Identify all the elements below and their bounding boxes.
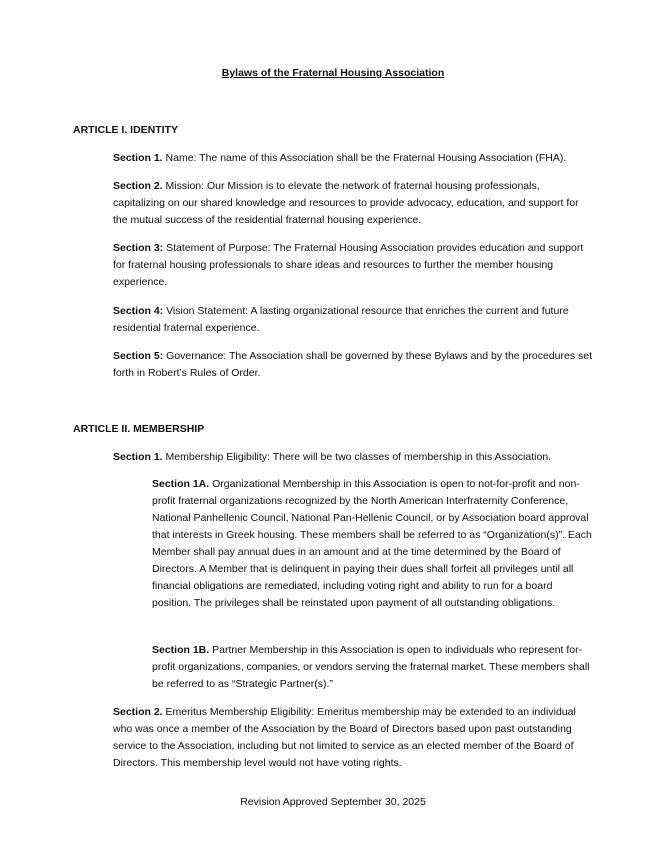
section-text: Name: The name of this Association shall be the Fraternal Housing Association (FHA). (162, 152, 567, 164)
article-2-section-1a (152, 476, 592, 612)
article-1-section-1 (113, 150, 593, 167)
section-text: Governance: The Association shall be governed by these Bylaws and by the procedures set forth in Robert’s Rules of Order. (113, 350, 593, 379)
revision-footer: Revision Approved September 30, 2025 (240, 796, 426, 808)
article-2-section-2 (113, 704, 593, 772)
article-2-section-1 (113, 449, 593, 466)
article-1-heading: ARTICLE I. IDENTITY (73, 124, 178, 136)
section-label: Section 1. (113, 152, 163, 164)
section-label: Section 2. (113, 180, 163, 192)
section-label: Section 1B. (152, 644, 210, 656)
section-text: Organizational Membership in this Association is open to not-for-profit and non-profit fraternal organizations recognized by the North American Interfraternity Conference, National Panhellenic Council, National Pan-Hellenic Council, or by Association board approval that interests in Greek housing. These members shall be referred to as “Organization(s)”. Each Member shall pay annual dues in an amount and at the time determined by the Board of Directors. A Member that is delinquent in paying their dues shall forfeit all privileges until all financial obligations are remediated, including voting right and ability to run for a board position. The privileges shall be reinstated upon payment of all outstanding obligations. (152, 478, 592, 609)
section-label: Section 3: (113, 242, 164, 254)
article-1-section-4 (113, 303, 593, 337)
article-2-heading: ARTICLE II. MEMBERSHIP (73, 423, 205, 435)
section-text: Partner Membership in this Association is open to individuals who represent for-profit organizations, companies, or vendors serving the fraternal market. These members shall be referred to as “Strategic Partner(s).” (152, 644, 590, 690)
section-text: Membership Eligibility: There will be two classes of membership in this Association. (162, 451, 552, 463)
section-text: Vision Statement: A lasting organizational resource that enriches the current and future residential fraternal experience. (113, 305, 569, 334)
document-title: Bylaws of the Fraternal Housing Association (221, 67, 445, 79)
section-text: Mission: Our Mission is to elevate the network of fraternal housing professionals, capitalizing on our shared knowledge and resources to provide advocacy, education, and support for the mutual success of the residential fraternal housing experience. (113, 180, 579, 226)
section-label: Section 2. (113, 706, 163, 718)
section-text: Emeritus Membership Eligibility: Emeritus membership may be extended to an individual who was once a member of the Association by the Board of Directors based upon past outstanding service to the Association, including but not limited to service as an elected member of the Board of Directors. This membership level would not have voting rights. (113, 706, 576, 769)
section-label: Section 1A. (152, 478, 210, 490)
article-1-section-5 (113, 348, 593, 382)
article-1-section-2 (113, 178, 593, 229)
article-1-section-3 (113, 240, 593, 291)
section-text: Statement of Purpose: The Fraternal Housing Association provides education and support for fraternal housing professionals to share ideas and resources to further the member housing experience. (113, 242, 584, 288)
article-2-section-1b (152, 642, 592, 693)
section-label: Section 1. (113, 451, 163, 463)
section-label: Section 4: (113, 305, 164, 317)
section-label: Section 5: (113, 350, 164, 362)
